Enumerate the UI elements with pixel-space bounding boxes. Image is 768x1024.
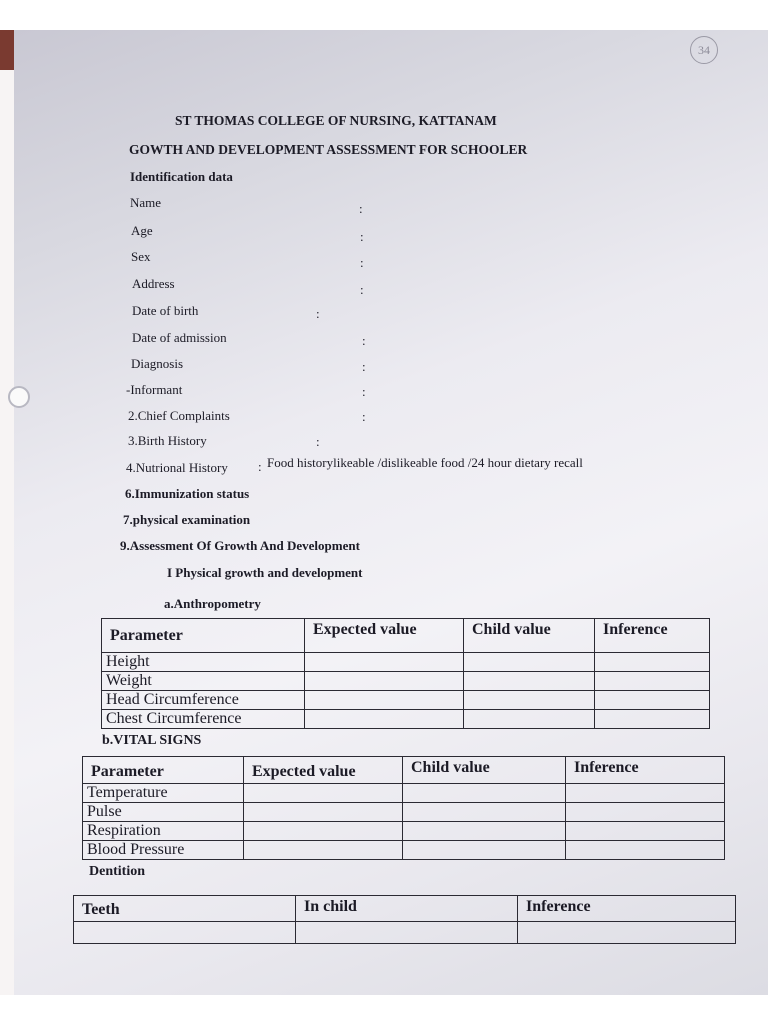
corner-shadow: [0, 30, 14, 70]
field-label-birth-history: 3.Birth History: [128, 433, 207, 448]
anthropometry-heading: a.Anthropometry: [164, 596, 261, 611]
row-label: Respiration: [83, 822, 244, 841]
cell-empty[interactable]: [464, 672, 595, 691]
table-header-row: [102, 619, 710, 653]
cell-empty[interactable]: [305, 653, 464, 672]
row-label: Blood Pressure: [83, 841, 244, 860]
identification-heading: Identification data: [130, 169, 233, 184]
row-label: Weight: [102, 672, 305, 691]
field-label-address: Address: [132, 276, 175, 291]
cell-empty[interactable]: [296, 922, 518, 944]
cell-empty[interactable]: [244, 784, 403, 803]
cell-empty[interactable]: [595, 710, 710, 729]
field-label-diagnosis: Diagnosis: [131, 356, 183, 371]
cell-empty[interactable]: [244, 841, 403, 860]
table-row: [83, 784, 725, 803]
header-inference: Inference: [566, 757, 725, 784]
page-number-stamp: 34: [690, 36, 718, 64]
field-colon-birth-history: :: [316, 434, 320, 449]
cell-empty[interactable]: [305, 691, 464, 710]
cell-empty[interactable]: [403, 822, 566, 841]
cell-empty[interactable]: [595, 653, 710, 672]
field-colon-age: :: [360, 229, 364, 244]
table-header-row: [74, 896, 736, 922]
header-parameter: Parameter: [102, 619, 305, 653]
cell-empty[interactable]: [244, 822, 403, 841]
college-name: ST THOMAS COLLEGE OF NURSING, KATTANAM: [175, 113, 497, 128]
cell-empty[interactable]: [403, 803, 566, 822]
field-colon-address: :: [360, 282, 364, 297]
cell-empty[interactable]: [305, 710, 464, 729]
cell-empty[interactable]: [403, 841, 566, 860]
header-expected-value: Expected value: [244, 757, 403, 784]
cell-empty[interactable]: [566, 841, 725, 860]
row-label: Head Circumference: [102, 691, 305, 710]
table-row: [83, 822, 725, 841]
cell-empty[interactable]: [403, 784, 566, 803]
cell-empty[interactable]: [464, 691, 595, 710]
field-label-name: Name: [130, 195, 162, 210]
immunization-heading: 6.Immunization status: [125, 486, 250, 501]
cell-empty[interactable]: [566, 784, 725, 803]
table-header-row: [83, 757, 725, 784]
background-left: [0, 0, 14, 1024]
field-colon-admission: :: [362, 333, 366, 348]
header-inference: Inference: [518, 896, 736, 922]
header-child-value: Child value: [464, 619, 595, 653]
field-colon-dob: :: [316, 306, 320, 321]
header-inference: Inference: [595, 619, 710, 653]
table-row: [102, 691, 710, 710]
field-colon-sex: :: [360, 255, 364, 270]
row-label: Pulse: [83, 803, 244, 822]
field-label-admission: Date of admission: [132, 330, 227, 345]
cell-empty[interactable]: [566, 822, 725, 841]
field-label-chief-complaints: 2.Chief Complaints: [128, 408, 230, 423]
anthropometry-table: [101, 618, 710, 729]
field-label-age: Age: [131, 223, 153, 238]
assessment-heading: 9.Assessment Of Growth And Development: [120, 538, 360, 553]
vital-signs-table: [82, 756, 725, 860]
header-expected-value: Expected value: [305, 619, 464, 653]
field-colon-chief-complaints: :: [362, 409, 366, 424]
table-row: [74, 922, 736, 944]
cell-empty[interactable]: [74, 922, 296, 944]
field-colon-informant: :: [362, 384, 366, 399]
cell-empty[interactable]: [518, 922, 736, 944]
nutritional-text: Food historylikeable /dislikeable food /24 hour dietary recall: [267, 455, 583, 470]
table-row: [83, 803, 725, 822]
field-colon-name: :: [359, 201, 363, 216]
dentition-table: [73, 895, 736, 944]
header-parameter: Parameter: [83, 757, 244, 784]
table-row: [83, 841, 725, 860]
physical-growth-heading: I Physical growth and development: [167, 565, 363, 580]
form-title: GOWTH AND DEVELOPMENT ASSESSMENT FOR SCHOOLER: [129, 142, 528, 157]
cell-empty[interactable]: [595, 691, 710, 710]
physical-exam-heading: 7.physical examination: [123, 512, 251, 527]
header-teeth: Teeth: [74, 896, 296, 922]
field-label-dob: Date of birth: [132, 303, 199, 318]
row-label: Chest Circumference: [102, 710, 305, 729]
cell-empty[interactable]: [305, 672, 464, 691]
field-label-sex: Sex: [131, 249, 151, 264]
header-child-value: Child value: [403, 757, 566, 784]
dentition-heading: Dentition: [89, 864, 145, 879]
field-colon-diagnosis: :: [362, 359, 366, 374]
table-row: [102, 672, 710, 691]
cell-empty[interactable]: [566, 803, 725, 822]
field-label-informant: -Informant: [126, 382, 183, 397]
vital-signs-heading: b.VITAL SIGNS: [102, 733, 202, 748]
cell-empty[interactable]: [464, 653, 595, 672]
nutritional-colon: :: [258, 459, 262, 474]
row-label: Height: [102, 653, 305, 672]
background-top: [0, 0, 768, 30]
cell-empty[interactable]: [244, 803, 403, 822]
table-row: [102, 710, 710, 729]
cell-empty[interactable]: [595, 672, 710, 691]
table-row: [102, 653, 710, 672]
punch-hole: [8, 386, 30, 408]
nutritional-label: 4.Nutrional History: [126, 460, 228, 475]
row-label: Temperature: [83, 784, 244, 803]
cell-empty[interactable]: [464, 710, 595, 729]
header-in-child: In child: [296, 896, 518, 922]
background-bottom: [0, 995, 768, 1024]
